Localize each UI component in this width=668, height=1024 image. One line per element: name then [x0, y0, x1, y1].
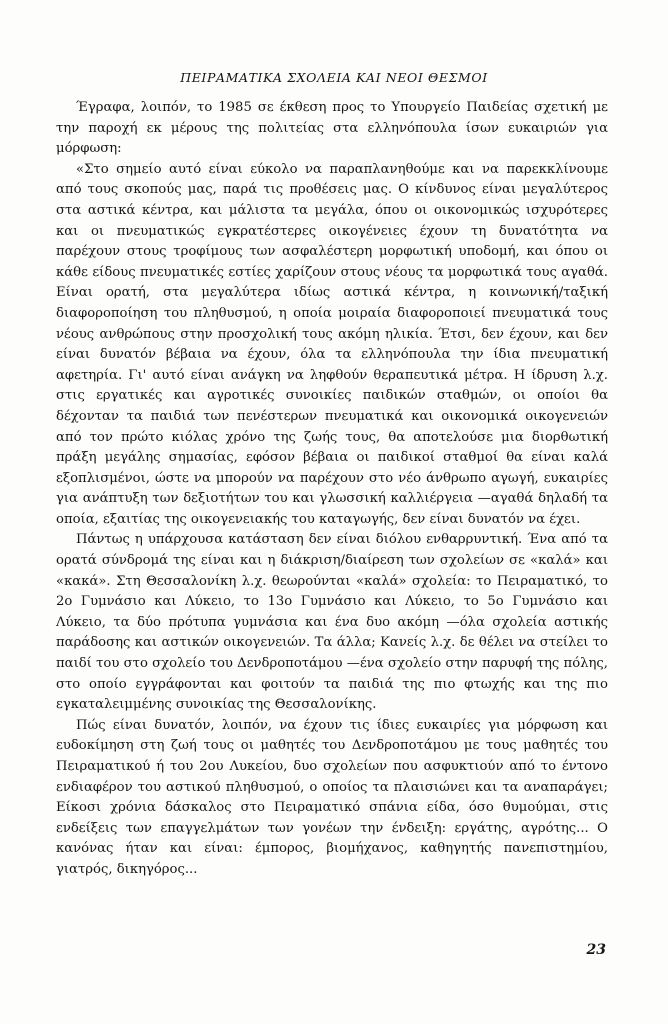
page-number: 23 [586, 942, 606, 958]
body-text [56, 98, 608, 881]
paragraph: Πώς είναι δυνατόν, λοιπόν, να έχουν τις ίδιες ευκαιρίες για μόρφωση και ευδοκίμηση στη ζωή τους οι μαθητές του Δενδροποτάμου με τους μαθητές του Πειραματικού ή του 2ου Λυκείου, δυο σχολείων που ασφυκτιούν από το έντονο ενδιαφέρον του αστικού πληθυσμού, ο οποίος τα πλαισιώνει και τα αναπαράγει; Είκοσι χρόνια δάσκαλος στο Πειραματικό σπάνια είδα, όσο θυμούμαι, στις ενδείξεις των επαγγελμάτων των γονέων την ένδειξη: εργάτης, αγρότης... Ο κανόνας ήταν και είναι: έμπορος, βιομήχανος, καθηγητής πανεπιστημίου, γιατρός, δικηγόρος... [56, 717, 608, 877]
paragraph-quote: «Στο σημείο αυτό είναι εύκολο να παραπλανηθούμε και να παρεκκλίνουμε από τους σκοπούς μας, παρά τις προθέσεις μας. Ο κίνδυνος είναι μεγαλύτερος στα αστικά κέντρα, και μάλιστα τα μεγάλα, όπου οι οικονομικώς ισχυρότερες και οι πνευματικώς εγκρατέστερες οικογένειες έχουν τη δυνατότητα να παρέχουν στους τροφίμους των ασφαλέστερη μορφωτική υποδομή, και όπου οι κάθε είδους πνευματικές εστίες χαρίζουν στους νέους τα μορφωτικά τους αγαθά. Είναι ορατή, στα μεγαλύτερα ιδίως αστικά κέντρα, η κοινωνική/ταξική διαφοροποίηση του πληθυσμού, η οποία μοιραία διαφοροποιεί πνευματικά τους νέους ανθρώπους στην προσχολική τους ακόμη ηλικία. Έτσι, δεν έχουν, και δεν είναι δυνατόν βέβαια να έχουν, όλα τα ελληνόπουλα την ίδια πνευματική αφετηρία. Γι' αυτό είναι ανάγκη να ληφθούν θεραπευτικά μέτρα. Η ίδρυση λ.χ. στις εργατικές και αγροτικές συνοικίες παιδικών σταθμών, οι οποίοι θα δέχονταν τα παιδιά των πενέστερων πνευματικά και οικονομικά οικογενειών από τον πρώτο κιόλας χρόνο της ζωής τους, θα αποτελούσε μια διορθωτική πράξη μεγάλης σημασίας, εφόσον βέβαια οι παιδικοί σταθμοί θα είναι καλά εξοπλισμένοι, ώστε να μπορούν να παρέχουν στο νέο άνθρωπο αγωγή, ευκαιρίες για ανάπτυξη των δεξιοτήτων του και γλωσσική καλλιέργεια —αγαθά δηλαδή τα οποία, εξαιτίας της οικογενειακής του καταγωγής, δεν είναι δυνατόν να έχει. [56, 161, 608, 527]
running-head: ΠΕΙΡΑΜΑΤΙΚΑ ΣΧΟΛΕΙΑ ΚΑΙ ΝΕΟΙ ΘΕΣΜΟΙ [180, 70, 488, 85]
paragraph: Έγραφα, λοιπόν, το 1985 σε έκθεση προς το Υπουργείο Παιδείας σχετική με την παροχή εκ μέρους της πολιτείας στα ελληνόπουλα ίσων ευκαιριών για μόρφωση: [56, 100, 608, 157]
paragraph: Πάντως η υπάρχουσα κατάσταση δεν είναι διόλου ενθαρρυντική. Ένα από τα ορατά σύνδρομά της είναι και η διάκριση/διαίρεση των σχολείων σε «καλά» και «κακά». Στη Θεσσαλονίκη λ.χ. θεωρούνται «καλά» σχολεία: το Πειραματικό, το 2ο Γυμνάσιο και Λύκειο, το 13ο Γυμνάσιο και Λύκειο, το 5ο Γυμνάσιο και Λύκειο, τα δύο πρότυπα γυμνάσια και ένα δυο ακόμη —όλα σχολεία αστικής παράδοσης και αστικών οικογενειών. Τα άλλα; Κανείς λ.χ. δε θέλει να στείλει το παιδί του στο σχολείο του Δενδροποτάμου —ένα σχολείο στην παρυφή της πόλης, στο οποίο εγγράφονται και φοιτούν τα παιδιά της πιο φτωχής και της πιο εγκαταλειμμένης συνοικίας της Θεσσαλονίκης. [56, 532, 608, 713]
